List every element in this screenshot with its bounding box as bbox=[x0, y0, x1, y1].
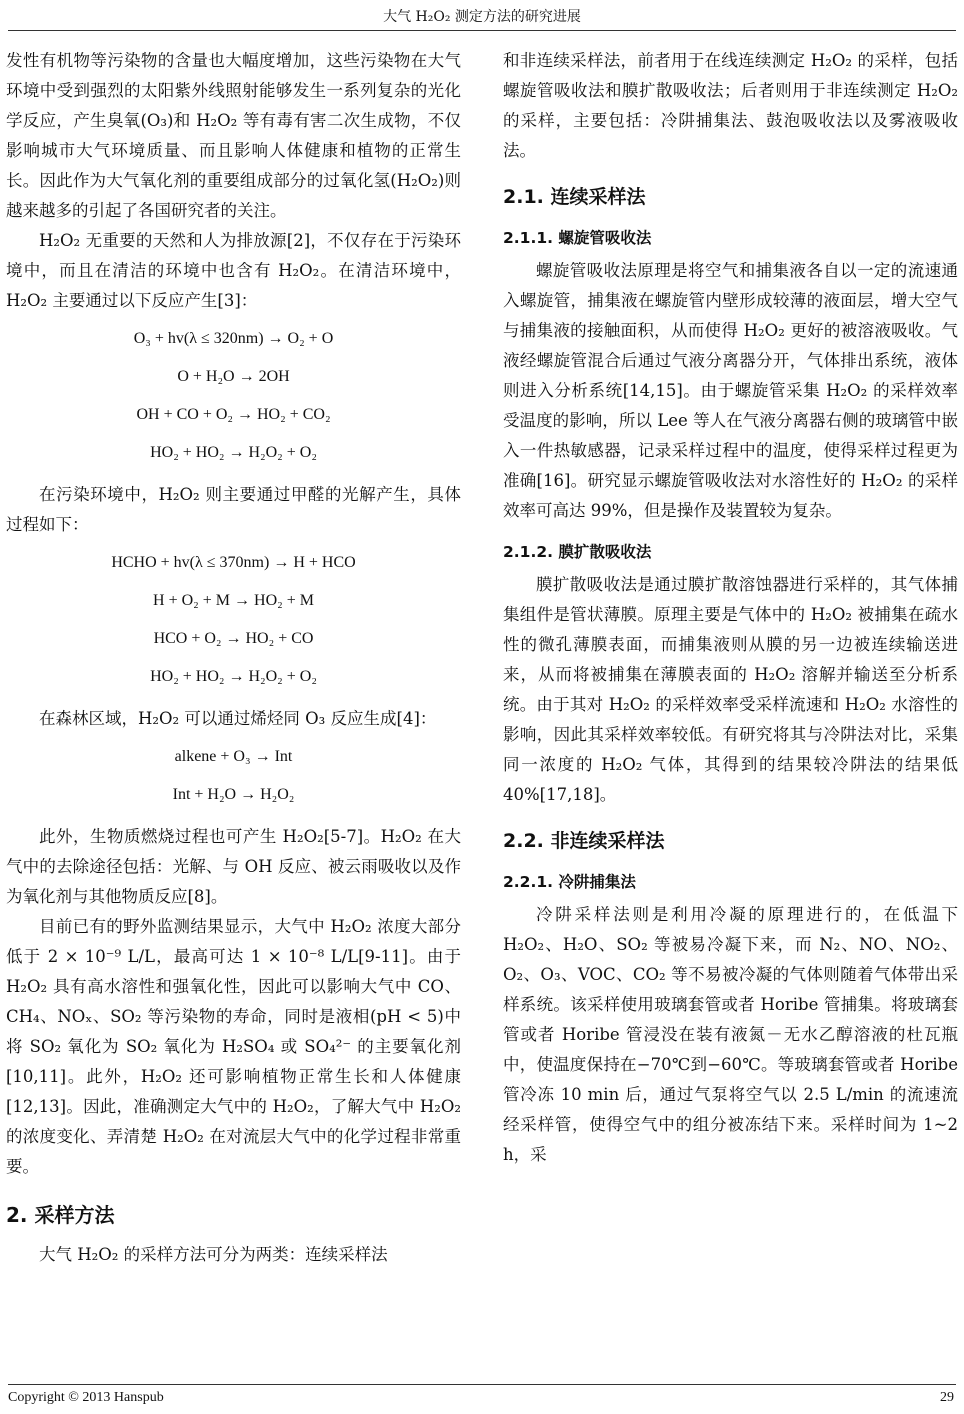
page-number: 29 bbox=[940, 1390, 954, 1405]
equation: Int + H₂O → H₂O₂ bbox=[172, 786, 295, 803]
left-column bbox=[6, 46, 461, 1270]
footer-rule bbox=[8, 1384, 956, 1385]
paragraph-sources: H₂O₂ 无重要的天然和人为排放源[2]，不仅存在于污染环境中，而且在清洁的环境中也含有 H₂O₂。在清洁环境中，H₂O₂ 主要通过以下反应产生[3]： bbox=[6, 231, 461, 310]
paragraph-monitoring: 目前已有的野外监测结果显示，大气中 H₂O₂ 浓度大部分低于 2 × 10⁻⁹ L/L，最高可达 1 × 10⁻⁸ L/L[9-11]。由于 H₂O₂ 具有高水溶性和强氧化性，因此可以影响大气中 CO、CH₄、NOₓ、SO₂ 等污染物的寿命，同时是液相(pH < 5)中将 SO₂ 氧化为 SO₂ 氧化为 H₂SO₄ 或 SO₄²⁻ 的主要氧化剂[10,11]。此外，H₂O₂ 还可影响植物正常生长和人体健康[12,13]。因此，准确测定大气中的 H₂O₂，了解大气中 H₂O₂ 的浓度变化、弄清楚 H₂O₂ 在对流层大气中的化学过程非常重要。 bbox=[6, 917, 461, 1176]
equation: HO₂ + HO₂ → H₂O₂ + O₂ bbox=[150, 444, 317, 461]
running-header: 大气 H₂O₂ 测定方法的研究进展 bbox=[383, 9, 581, 25]
right-column bbox=[503, 46, 958, 1170]
equations-clean-environment bbox=[6, 322, 461, 470]
equations-forest bbox=[6, 740, 461, 812]
paragraph-cold-trap: 冷阱采样法则是利用冷凝的原理进行的，在低温下 H₂O₂、H₂O、SO₂ 等被易冷凝下来，而 N₂、NO、NO₂、O₂、O₃、VOC、CO₂ 等不易被冷凝的气体则随着气体带出采样系统。该采样使用玻璃套管或者 Horibe 管捕集。将玻璃套管或者 Horibe 管浸没在装有液氮－无水乙醇溶液的杜瓦瓶中，使温度保持在−70℃到−60℃。等玻璃套管或者 Horibe 管冷冻 10 min 后，通过气泵将空气以 2.5 L/min 的流速流经采样管，使得空气中的组分被冻结下来。采样时间为 1~2 h，采 bbox=[503, 905, 958, 1164]
equation: O + H₂O → 2OH bbox=[177, 368, 290, 385]
paragraph-sampling-intro: 大气 H₂O₂ 的采样方法可分为两类：连续采样法 bbox=[39, 1245, 388, 1264]
paragraph-intro-continued: 发性有机物等污染物的含量也大幅度增加，这些污染物在大气环境中受到强烈的太阳紫外线照射能够发生一系列复杂的光化学反应，产生臭氧(O₃)和 H₂O₂ 等有毒有害二次生成物，不仅影响城市大气环境质量、而且影响人体健康和植物的正常生长。因此作为大气氧化剂的重要组成部分的过氧化氢(H₂O₂)则越来越多的引起了各国研究者的关注。 bbox=[6, 51, 461, 220]
equation: OH + CO + O₂ → HO₂ + CO₂ bbox=[136, 406, 331, 423]
equation: HCO + O₂ → HO₂ + CO bbox=[153, 630, 314, 647]
header-rule bbox=[8, 30, 956, 31]
equation: H + O₂ + M → HO₂ + M bbox=[153, 592, 314, 609]
paragraph-removal: 此外，生物质燃烧过程也可产生 H₂O₂[5-7]。H₂O₂ 在大气中的去除途径包括：光解、与 OH 反应、被云雨吸收以及作为氧化剂与其他物质反应[8]。 bbox=[6, 827, 461, 906]
equations-polluted-environment bbox=[6, 546, 461, 694]
equation: O₃ + hv(λ ≤ 320nm) → O₂ + O bbox=[133, 330, 334, 347]
paragraph-coil: 螺旋管吸收法原理是将空气和捕集液各自以一定的流速通入螺旋管，捕集液在螺旋管内壁形成较薄的液面层，增大空气与捕集液的接触面积，从而使得 H₂O₂ 更好的被溶液吸收。气液经螺旋管混合后通过气液分离器分开，气体排出系统，液体则进入分析系统[14,15]。由于螺旋管采集 H₂O₂ 的采样效率受温度的影响，所以 Lee 等人在气液分离器右侧的玻璃管中嵌入一件热敏感器，记录采样过程中的温度，使得采样过程更为准确[16]。研究显示螺旋管吸收法对水溶性好的 H₂O₂ 的采样效率可高达 99%，但是操作及装置较为复杂。 bbox=[503, 261, 958, 520]
paragraph-polluted: 在污染环境中，H₂O₂ 则主要通过甲醛的光解产生，具体过程如下： bbox=[6, 485, 461, 534]
paragraph-sampling-continued: 和非连续采样法，前者用于在线连续测定 H₂O₂ 的采样，包括螺旋管吸收法和膜扩散吸收法；后者则用于非连续测定 H₂O₂ 的采样，主要包括：冷阱捕集法、鼓泡吸收法以及雾液吸收法。 bbox=[503, 51, 958, 160]
section-heading-continuous: 2.1. 连续采样法 bbox=[503, 186, 646, 208]
paragraph-membrane: 膜扩散吸收法是通过膜扩散溶蚀器进行采样的，其气体捕集组件是管状薄膜。原理主要是气体中的 H₂O₂ 被捕集在疏水性的微孔薄膜表面，而捕集液则从膜的另一边被连续输送进来，从而将被捕集在薄膜表面的 H₂O₂ 溶解并输送至分析系统。由于其对 H₂O₂ 的采样效率受采样流速和 H₂O₂ 水溶性的影响，因此其采样效率较低。有研究将其与冷阱法对比，采集同一浓度的 H₂O₂ 气体，其得到的结果较冷阱法的结果低 40%[17,18]。 bbox=[503, 575, 958, 804]
subsection-heading-membrane: 2.1.2. 膜扩散吸收法 bbox=[503, 543, 652, 561]
equation: HCHO + hv(λ ≤ 370nm) → H + HCO bbox=[111, 554, 356, 571]
paragraph-forest: 在森林区域，H₂O₂ 可以通过烯烃同 O₃ 反应生成[4]： bbox=[39, 709, 437, 728]
equation: alkene + O₃ → Int bbox=[174, 748, 293, 765]
section-heading-noncontinuous: 2.2. 非连续采样法 bbox=[503, 830, 665, 852]
footer-copyright: Copyright © 2013 Hanspub bbox=[8, 1390, 164, 1405]
subsection-heading-coil: 2.1.1. 螺旋管吸收法 bbox=[503, 229, 652, 247]
equation: HO₂ + HO₂ → H₂O₂ + O₂ bbox=[150, 668, 317, 685]
section-heading-sampling: 2. 采样方法 bbox=[6, 1203, 115, 1227]
subsection-heading-cold-trap: 2.2.1. 冷阱捕集法 bbox=[503, 873, 636, 891]
